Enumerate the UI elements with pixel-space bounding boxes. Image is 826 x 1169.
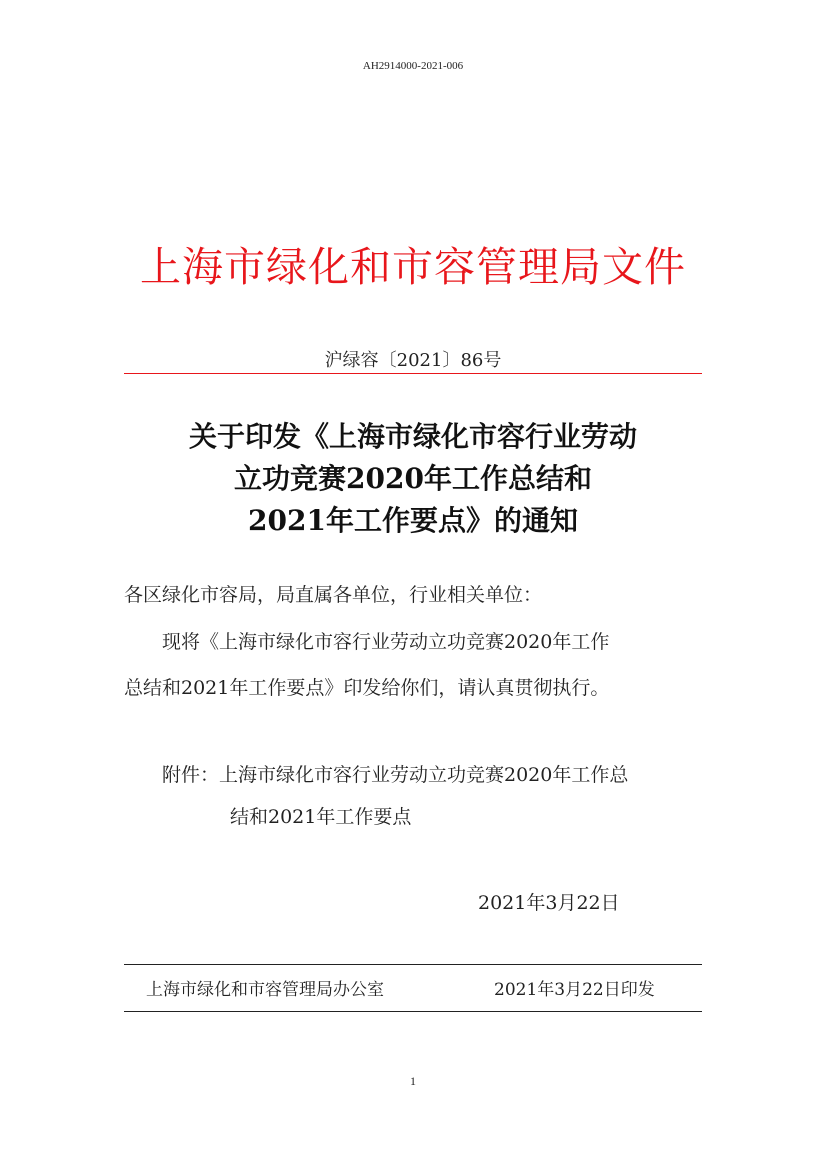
attachment-line-2: 结和2021年工作要点 [230, 806, 412, 828]
footer-rule-top [124, 964, 702, 965]
notice-title [0, 416, 826, 542]
red-divider [124, 373, 702, 374]
signing-date: 2021年3月22日 [478, 892, 620, 914]
salutation: 各区绿化市容局，局直属各单位，行业相关单位： [124, 584, 543, 606]
notice-title-line-1: 关于印发《上海市绿化市容行业劳动 [188, 420, 637, 453]
notice-title-line-2: 立功竞赛2020年工作总结和 [234, 462, 592, 495]
header-title: 上海市绿化和市容管理局文件 [140, 243, 686, 291]
notice-title-line-3: 2021年工作要点》的通知 [248, 504, 578, 537]
page-number: 1 [410, 1074, 416, 1088]
footer-rule-bottom [124, 1011, 702, 1012]
body-line-1: 现将《上海市绿化市容行业劳动立功竞赛2020年工作 [162, 631, 610, 653]
footer-print-date: 2021年3月22日印发 [494, 980, 655, 1000]
document-id: AH2914000-2021-006 [362, 60, 464, 72]
body-line-2: 总结和2021年工作要点》印发给你们，请认真贯彻执行。 [124, 677, 610, 699]
document-number: 沪绿容〔2021〕86号 [324, 350, 502, 371]
attachment-line-1: 附件：上海市绿化市容行业劳动立功竞赛2020年工作总 [162, 764, 629, 786]
footer-issuer: 上海市绿化和市容管理局办公室 [146, 980, 384, 1000]
